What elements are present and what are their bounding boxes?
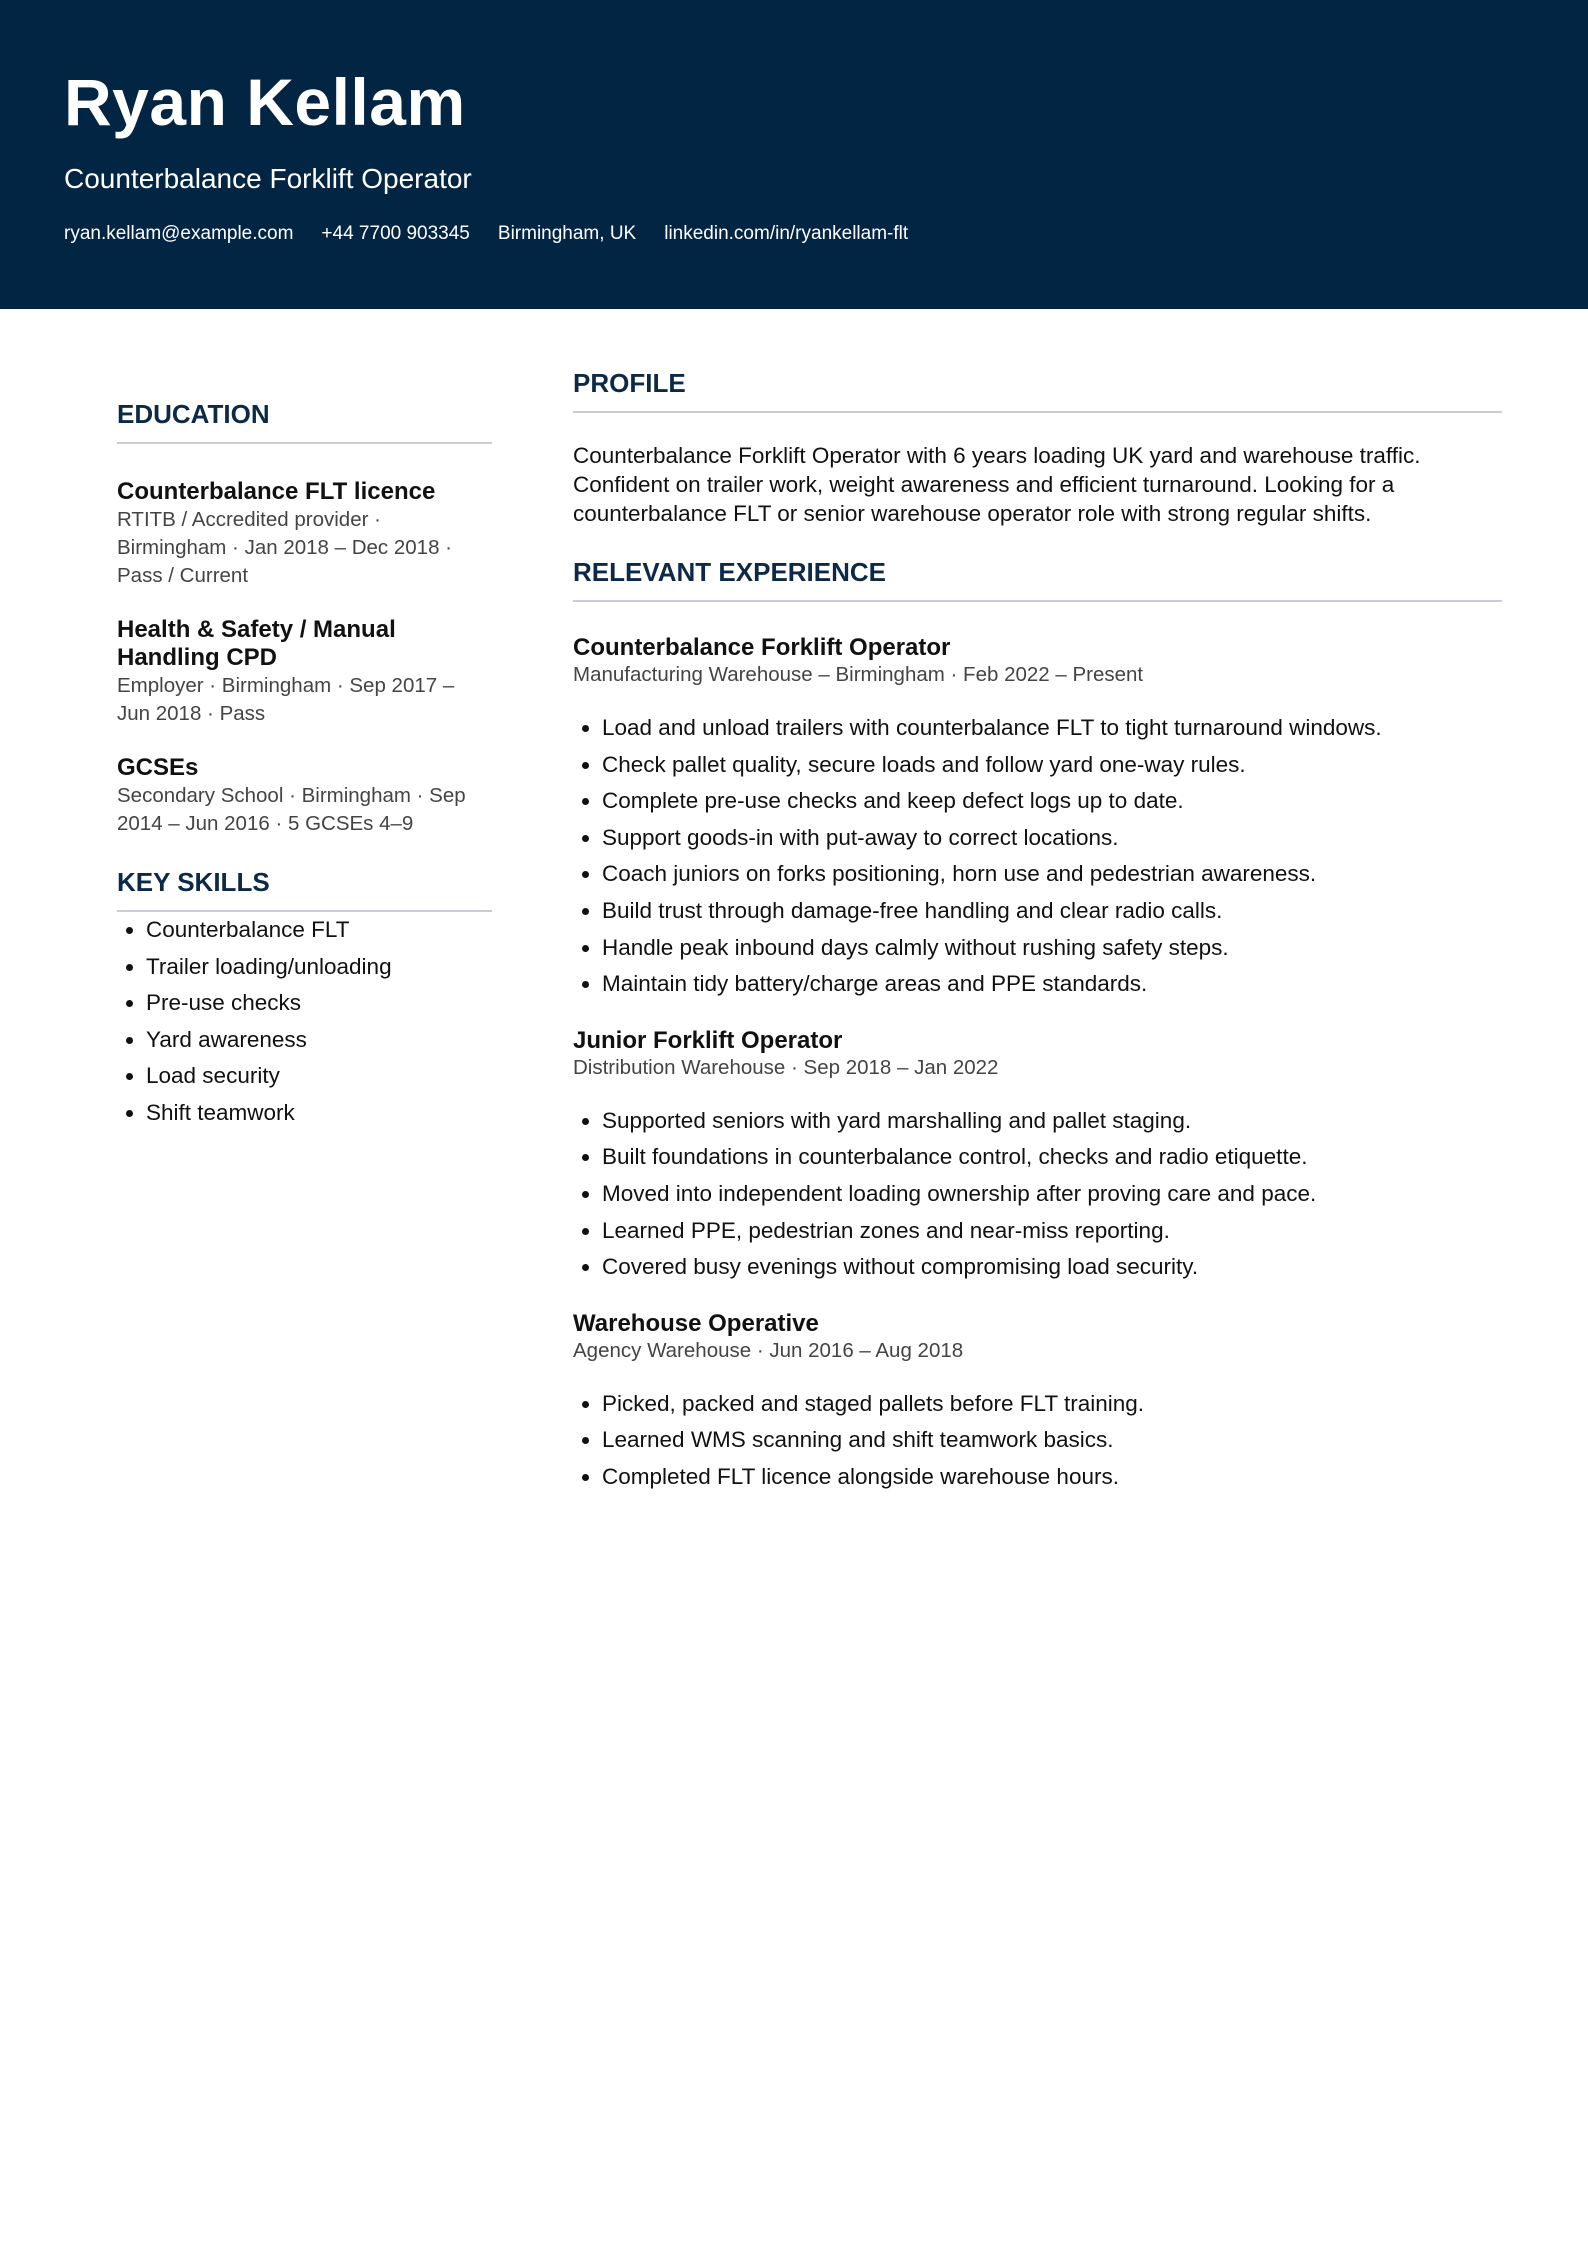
skill-item: • Yard awareness	[146, 1022, 492, 1059]
skill-item: • Load security	[146, 1058, 492, 1095]
job-bullet: • Picked, packed and staged pallets before FLT training.	[602, 1386, 1502, 1423]
job-bullet: • Handle peak inbound days calmly without rushing safety steps.	[602, 930, 1502, 967]
contact-email: ryan.kellam@example.com	[64, 223, 294, 244]
skill-item: • Shift teamwork	[146, 1095, 492, 1132]
job-title: Counterbalance Forklift Operator	[573, 634, 951, 661]
job-meta: Manufacturing Warehouse – Birmingham · Feb 2022 – Present	[573, 663, 1144, 686]
education-name: Health & Safety / Manual Handling CPD	[117, 616, 396, 671]
left-column	[117, 398, 492, 1132]
job-bullet: • Completed FLT licence alongside warehouse hours.	[602, 1459, 1502, 1496]
education-heading: EDUCATION	[117, 398, 492, 444]
job-entry	[573, 1310, 1502, 1496]
job-bullet: • Covered busy evenings without compromising load security.	[602, 1249, 1502, 1286]
job-title: Junior Forklift Operator	[573, 1026, 843, 1054]
job-bullets	[573, 1386, 1502, 1496]
job-bullet: • Check pallet quality, secure loads and follow yard one-way rules.	[602, 747, 1502, 784]
job-bullets	[573, 710, 1502, 1003]
candidate-name: Ryan Kellam	[64, 65, 466, 139]
job-bullet: • Learned WMS scanning and shift teamwork basics.	[602, 1422, 1502, 1459]
job-bullet: • Load and unload trailers with counterbalance FLT to tight turnaround windows.	[602, 710, 1502, 747]
job-bullet: • Maintain tidy battery/charge areas and PPE standards.	[602, 966, 1502, 1003]
skill-item: • Trailer loading/unloading	[146, 949, 492, 986]
skills-list	[117, 912, 492, 1132]
experience-heading: RELEVANT EXPERIENCE	[573, 556, 1502, 602]
job-bullet: • Build trust through damage-free handling and clear radio calls.	[602, 893, 1502, 930]
education-meta: Employer · Birmingham · Sep 2017 – Jun 2018 · Pass	[117, 674, 455, 725]
right-column	[573, 367, 1502, 1496]
job-bullet: • Support goods-in with put-away to correct locations.	[602, 820, 1502, 857]
skill-item: • Counterbalance FLT	[146, 912, 492, 949]
job-bullets	[573, 1103, 1502, 1286]
job-meta: Distribution Warehouse · Sep 2018 – Jan 2022	[573, 1055, 999, 1079]
job-bullet: • Supported seniors with yard marshalling and pallet staging.	[602, 1103, 1502, 1140]
resume-header	[0, 0, 1588, 309]
skills-heading: KEY SKILLS	[117, 866, 492, 912]
job-bullet: • Learned PPE, pedestrian zones and near-miss reporting.	[602, 1213, 1502, 1250]
contact-location: Birmingham, UK	[497, 223, 637, 244]
skill-item: • Pre-use checks	[146, 985, 492, 1022]
education-item	[117, 616, 492, 728]
job-bullet: • Built foundations in counterbalance control, checks and radio etiquette.	[602, 1139, 1502, 1176]
job-meta: Agency Warehouse · Jun 2016 – Aug 2018	[573, 1338, 964, 1362]
contact-phone: +44 7700 903345	[321, 223, 470, 244]
job-bullet: • Moved into independent loading ownership after proving care and pace.	[602, 1176, 1502, 1213]
contact-linkedin: linkedin.com/in/ryankellam-flt	[664, 223, 909, 244]
job-entry	[573, 634, 1502, 1003]
education-name: GCSEs	[117, 754, 199, 781]
education-name: Counterbalance FLT licence	[117, 478, 436, 505]
profile-heading: PROFILE	[573, 367, 1502, 413]
education-meta: Secondary School · Birmingham · Sep 2014 – Jun 2016 · 5 GCSEs 4–9	[117, 784, 466, 835]
education-meta: RTITB / Accredited provider · Birmingham · Jan 2018 – Dec 2018 · Pass / Current	[117, 508, 453, 587]
job-bullet: • Complete pre-use checks and keep defect logs up to date.	[602, 783, 1502, 820]
job-bullet: • Coach juniors on forks positioning, horn use and pedestrian awareness.	[602, 856, 1502, 893]
profile-summary: Counterbalance Forklift Operator with 6 years loading UK yard and warehouse traffic. Confident on trailer work, weight awareness and efficient turnaround. Looking for a counterbalance FLT or senior warehouse operator role with strong regular shifts.	[573, 443, 1421, 526]
candidate-title: Counterbalance Forklift Operator	[64, 163, 472, 194]
education-item	[117, 478, 492, 590]
job-title: Warehouse Operative	[573, 1309, 819, 1337]
job-entry	[573, 1027, 1502, 1286]
education-item	[117, 754, 492, 838]
contact-line	[64, 223, 1524, 245]
